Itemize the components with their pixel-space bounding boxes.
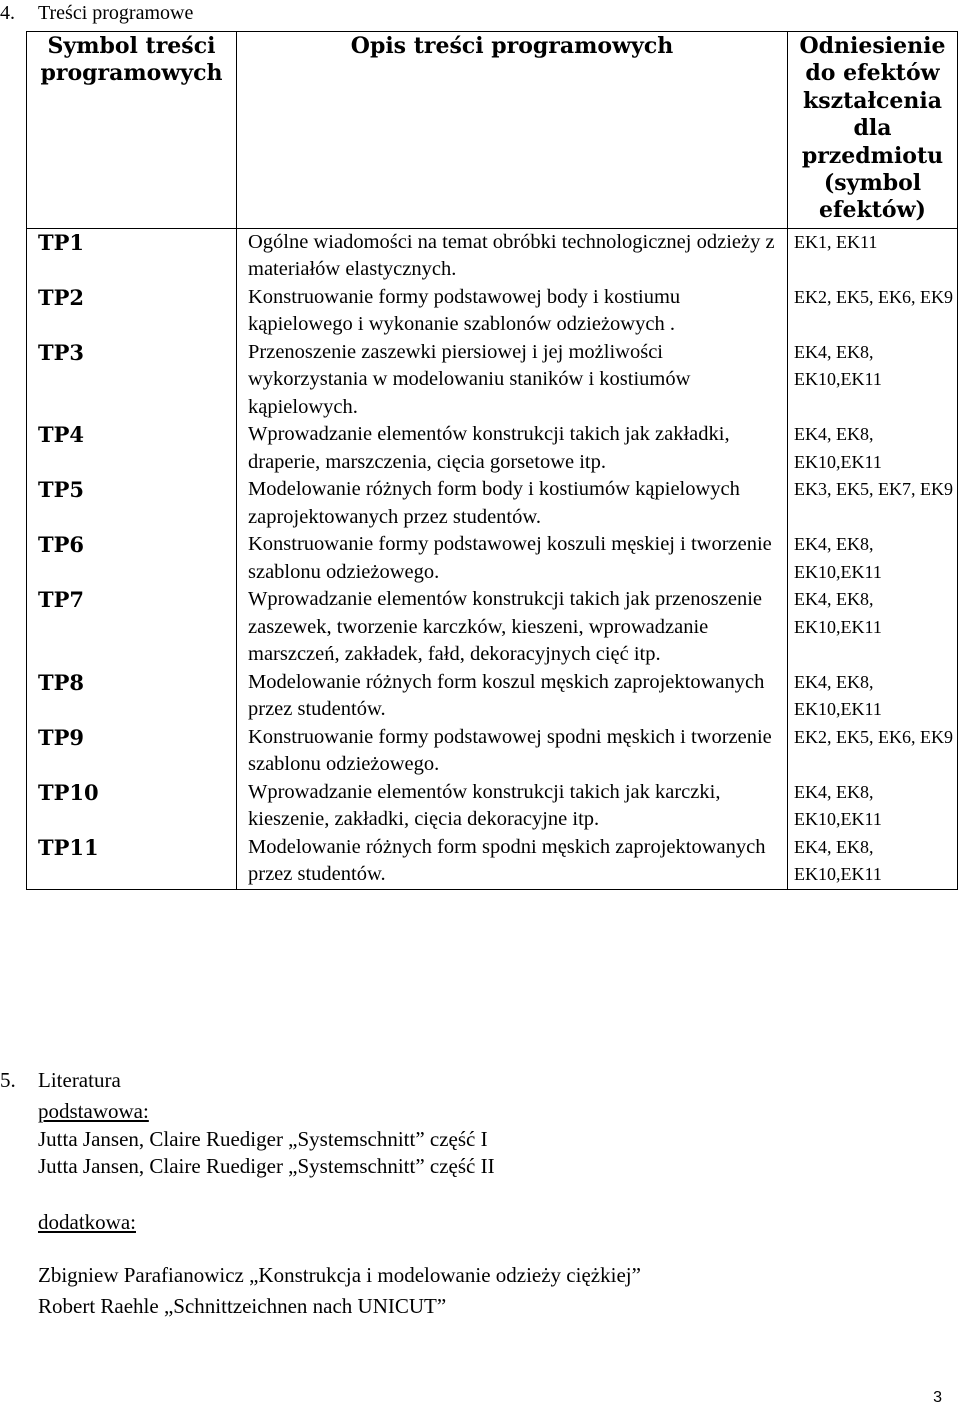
table-row bbox=[27, 779, 958, 834]
row-symbol: TP7 bbox=[27, 586, 237, 669]
basic-literature-item: Jutta Jansen, Claire Ruediger „Systemschnitt” część I bbox=[38, 1127, 488, 1151]
header-description: Opis treści programowych bbox=[237, 32, 788, 229]
row-reference: EK4, EK8, EK10,EK11 bbox=[788, 339, 958, 422]
row-reference: EK4, EK8, EK10,EK11 bbox=[788, 586, 958, 669]
row-description: Konstruowanie formy podstawowej body i kostiumu kąpielowego i wykonanie szablonów odzieżowych . bbox=[237, 284, 788, 339]
row-reference: EK4, EK8, EK10,EK11 bbox=[788, 669, 958, 724]
row-description: Konstruowanie formy podstawowej koszuli męskiej i tworzenie szablonu odzieżowego. bbox=[237, 531, 788, 586]
program-content-table bbox=[26, 31, 958, 890]
section-4-title: Treści programowe bbox=[38, 2, 194, 24]
page-number: 3 bbox=[933, 1389, 942, 1406]
row-description: Wprowadzanie elementów konstrukcji takich jak karczki, kieszenie, zakładki, cięcia dekoracyjne itp. bbox=[237, 779, 788, 834]
row-reference: EK4, EK8, EK10,EK11 bbox=[788, 531, 958, 586]
row-description: Wprowadzanie elementów konstrukcji takich jak przenoszenie zaszewek, tworzenie karczków, kieszeni, wprowadzanie marszczeń, zakładek, fałd, dekoracyjnych cięć itp. bbox=[237, 586, 788, 669]
row-description: Wprowadzanie elementów konstrukcji takich jak zakładki, draperie, marszczenia, cięcia gorsetowe itp. bbox=[237, 421, 788, 476]
header-reference: Odniesienie do efektów kształcenia dla przedmiotu (symbol efektów) bbox=[788, 32, 958, 229]
row-reference: EK4, EK8, EK10,EK11 bbox=[788, 834, 958, 890]
row-symbol: TP11 bbox=[27, 834, 237, 890]
row-symbol: TP10 bbox=[27, 779, 237, 834]
section-5-title: Literatura bbox=[38, 1068, 121, 1092]
row-symbol: TP2 bbox=[27, 284, 237, 339]
row-reference: EK3, EK5, EK7, EK9 bbox=[788, 476, 958, 531]
table-row bbox=[27, 476, 958, 531]
section-4-number: 4. bbox=[0, 2, 15, 24]
section-5-number: 5. bbox=[0, 1068, 16, 1092]
row-reference: EK4, EK8, EK10,EK11 bbox=[788, 421, 958, 476]
table-row bbox=[27, 339, 958, 422]
row-description: Modelowanie różnych form spodni męskich zaprojektowanych przez studentów. bbox=[237, 834, 788, 890]
table-row bbox=[27, 834, 958, 890]
row-description: Ogólne wiadomości na temat obróbki technologicznej odzieży z materiałów elastycznych. bbox=[237, 228, 788, 284]
basic-literature-item: Jutta Jansen, Claire Ruediger „Systemschnitt” część II bbox=[38, 1154, 495, 1178]
table-row bbox=[27, 284, 958, 339]
table-row bbox=[27, 586, 958, 669]
row-symbol: TP3 bbox=[27, 339, 237, 422]
table-row bbox=[27, 724, 958, 779]
additional-literature-item: Robert Raehle „Schnittzeichnen nach UNICUT” bbox=[38, 1294, 447, 1318]
section-5-heading bbox=[0, 1066, 121, 1094]
table-header-row bbox=[27, 32, 958, 229]
section-4-heading bbox=[0, 0, 193, 26]
table-row bbox=[27, 421, 958, 476]
additional-literature-label: dodatkowa: bbox=[38, 1210, 136, 1234]
row-reference: EK2, EK5, EK6, EK9 bbox=[788, 724, 958, 779]
table-row bbox=[27, 228, 958, 284]
table-row bbox=[27, 669, 958, 724]
table-row bbox=[27, 531, 958, 586]
row-symbol: TP1 bbox=[27, 228, 237, 284]
row-reference: EK2, EK5, EK6, EK9 bbox=[788, 284, 958, 339]
row-reference: EK4, EK8, EK10,EK11 bbox=[788, 779, 958, 834]
additional-literature-item: Zbigniew Parafianowicz „Konstrukcja i modelowanie odzieży ciężkiej” bbox=[38, 1263, 641, 1287]
row-symbol: TP5 bbox=[27, 476, 237, 531]
row-symbol: TP4 bbox=[27, 421, 237, 476]
row-description: Modelowanie różnych form koszul męskich zaprojektowanych przez studentów. bbox=[237, 669, 788, 724]
row-symbol: TP9 bbox=[27, 724, 237, 779]
header-symbol: Symbol treści programowych bbox=[27, 32, 237, 229]
row-description: Modelowanie różnych form body i kostiumów kąpielowych zaprojektowanych przez studentów. bbox=[237, 476, 788, 531]
basic-literature-label: podstawowa: bbox=[38, 1099, 149, 1123]
row-description: Konstruowanie formy podstawowej spodni męskich i tworzenie szablonu odzieżowego. bbox=[237, 724, 788, 779]
row-symbol: TP6 bbox=[27, 531, 237, 586]
row-symbol: TP8 bbox=[27, 669, 237, 724]
row-description: Przenoszenie zaszewki piersiowej i jej możliwości wykorzystania w modelowaniu staników i kostiumów kąpielowych. bbox=[237, 339, 788, 422]
row-reference: EK1, EK11 bbox=[788, 228, 958, 284]
